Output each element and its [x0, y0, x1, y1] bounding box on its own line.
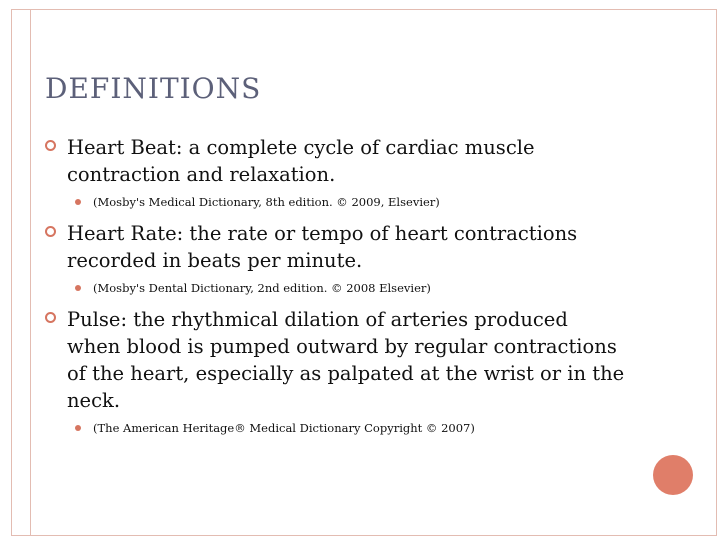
filled-dot-bullet-icon [75, 285, 81, 291]
source-text: (Mosby's Dental Dictionary, 2nd edition. © 2008 Elsevier) [93, 281, 431, 295]
definition-source [45, 421, 625, 435]
definition-source [45, 281, 625, 295]
orb-decoration-icon [653, 455, 693, 495]
hollow-circle-bullet-icon [45, 226, 56, 237]
definition-source [45, 195, 625, 209]
filled-dot-bullet-icon [75, 425, 81, 431]
source-text: (The American Heritage® Medical Dictionary Copyright © 2007) [93, 421, 475, 435]
definition-pulse [45, 306, 625, 414]
definition-text: Pulse: the rhythmical dilation of arteries produced when blood is pumped outward by regular contractions of the heart, especially as palpated at the wrist or in the neck. [67, 308, 625, 412]
definition-heart-rate [45, 220, 625, 274]
definitions-list [45, 134, 625, 446]
hollow-circle-bullet-icon [45, 312, 56, 323]
definition-heart-beat [45, 134, 625, 188]
slide-title: DEFINITIONS [45, 72, 262, 105]
source-text: (Mosby's Medical Dictionary, 8th edition. © 2009, Elsevier) [93, 195, 440, 209]
hollow-circle-bullet-icon [45, 140, 56, 151]
definition-text: Heart Beat: a complete cycle of cardiac muscle contraction and relaxation. [67, 136, 535, 186]
filled-dot-bullet-icon [75, 199, 81, 205]
frame-left-rule [30, 9, 31, 536]
definition-text: Heart Rate: the rate or tempo of heart contractions recorded in beats per minute. [67, 222, 578, 272]
